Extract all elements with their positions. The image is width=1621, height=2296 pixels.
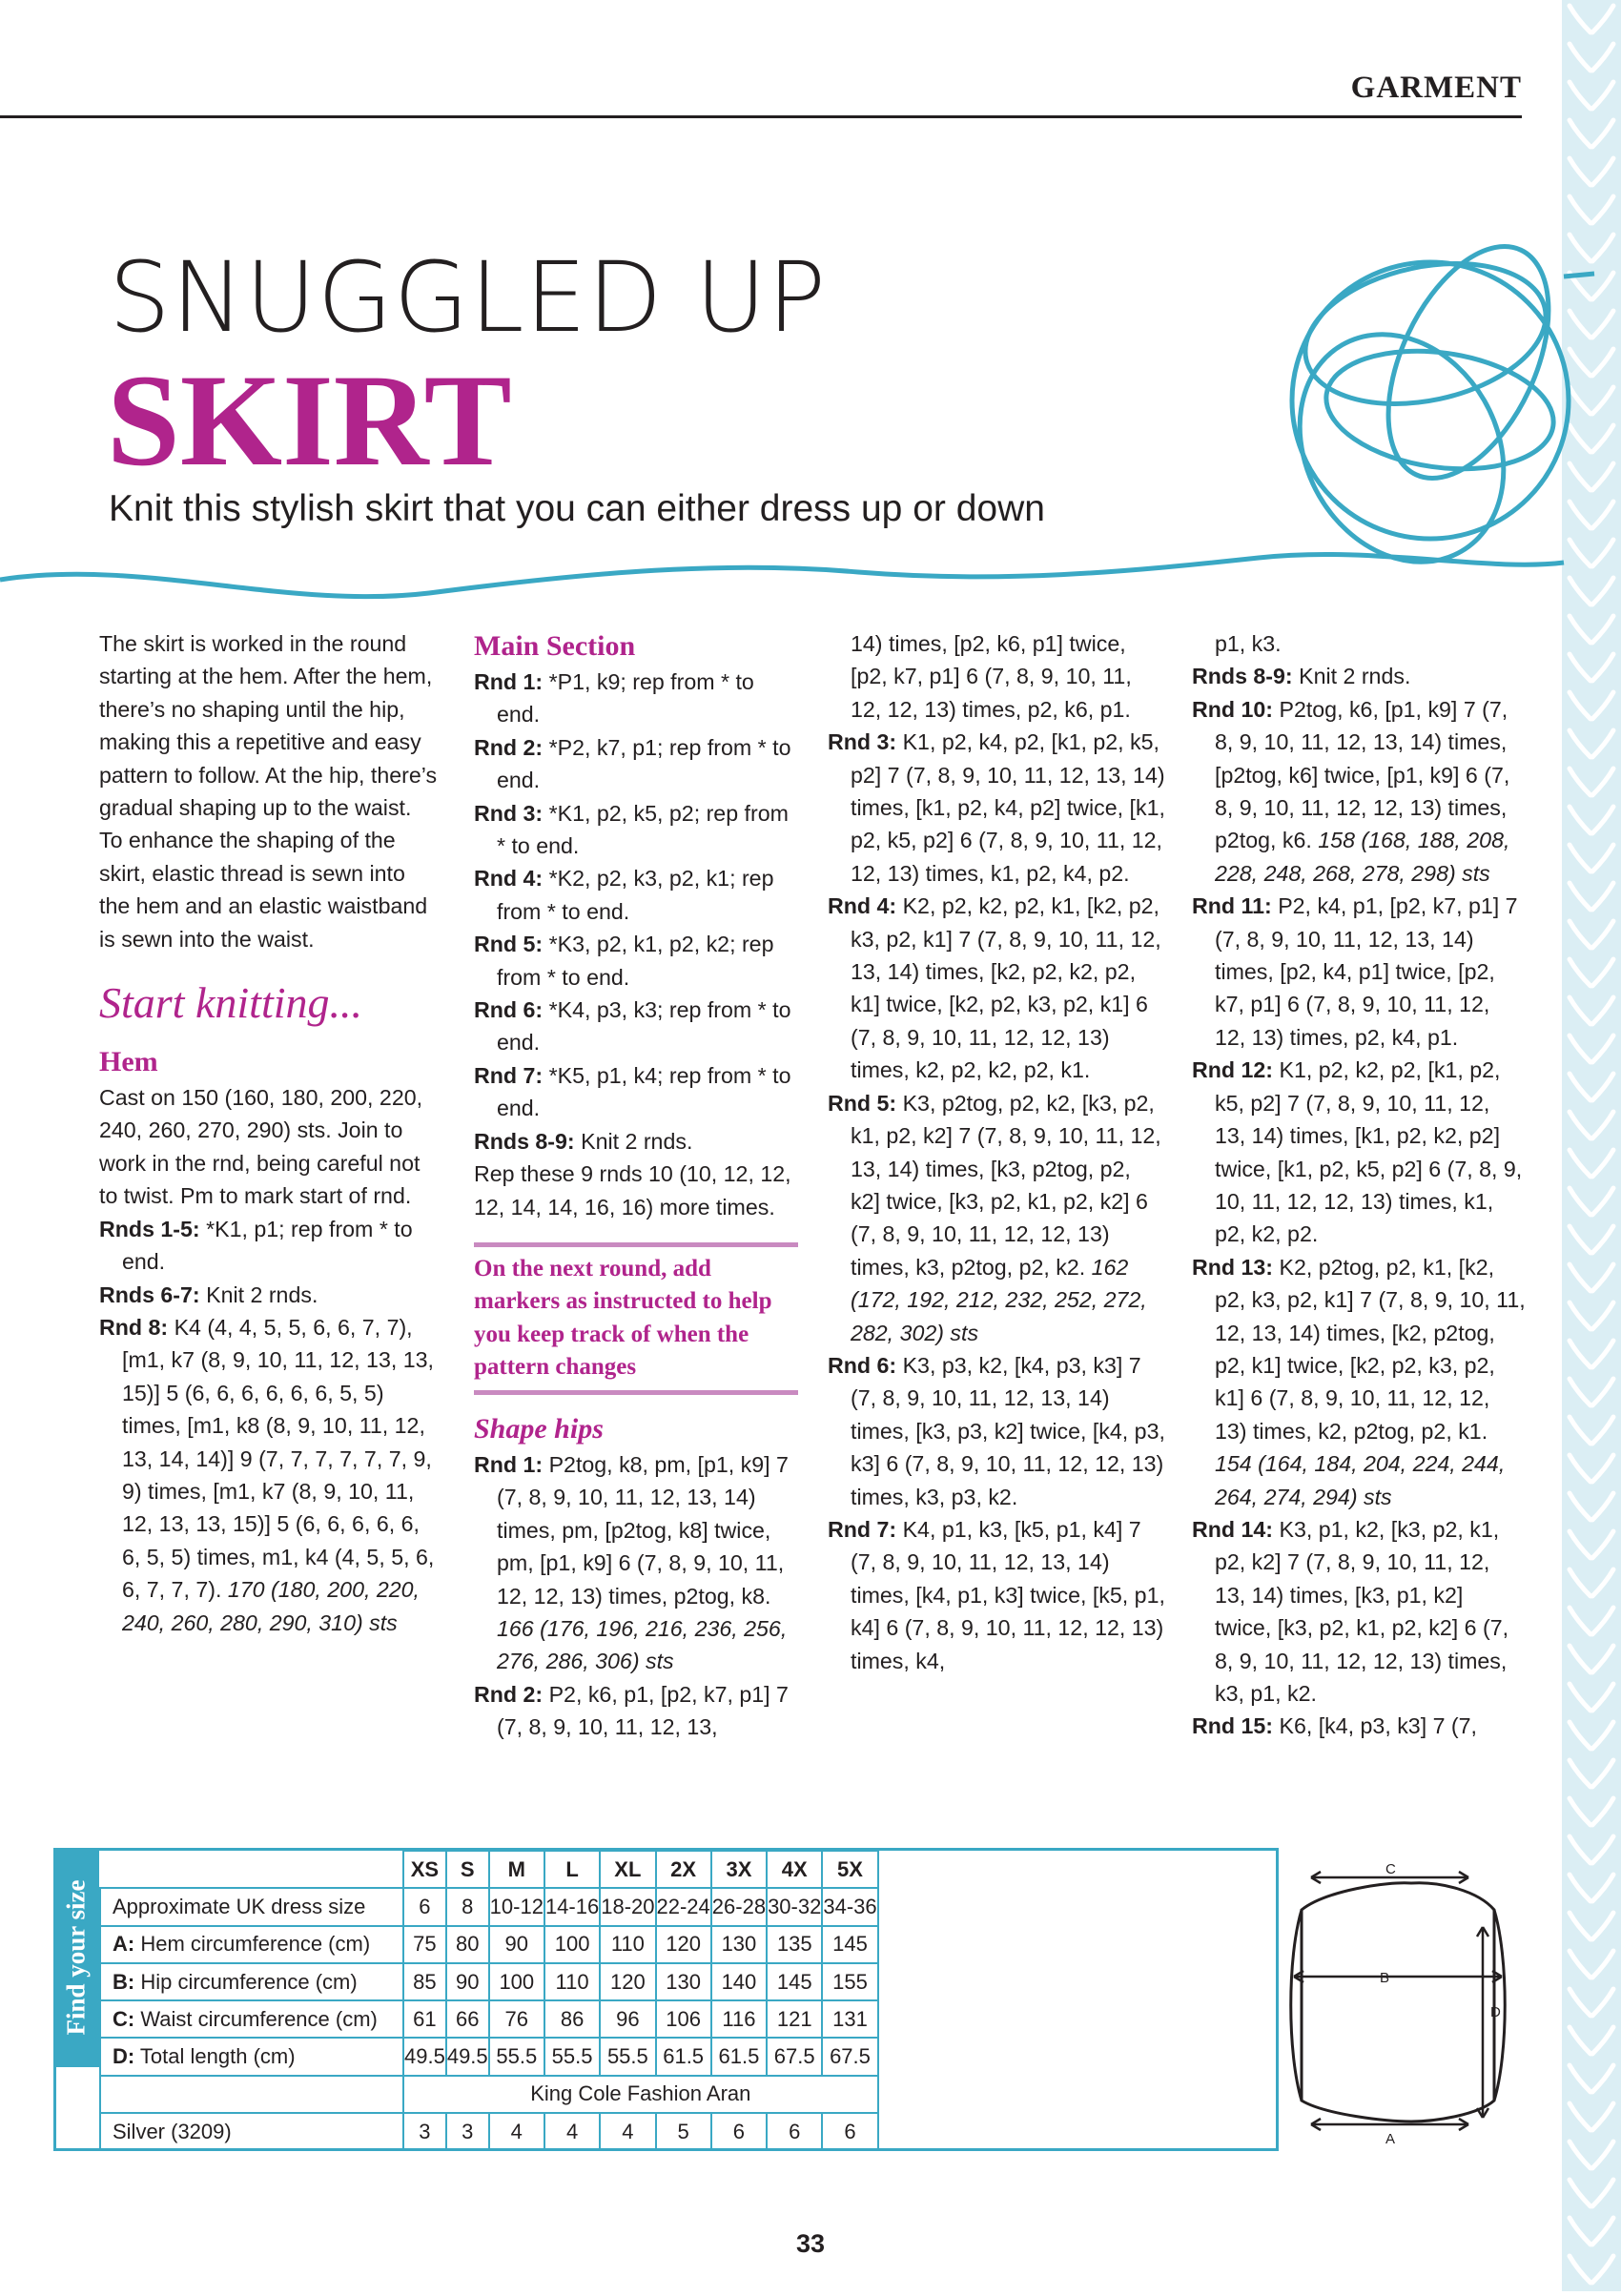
pattern-row (474, 1125, 798, 1158)
size-header: XS (403, 1851, 446, 1888)
row-label: Rnd 1: (474, 669, 544, 694)
table-cell: 55.5 (544, 2038, 600, 2075)
row-label-cell (100, 2000, 403, 2038)
skirt-outline (1302, 1883, 1494, 2122)
row-label: Rnd 11: (1192, 893, 1272, 919)
row-label: Rnd 12: (1192, 1057, 1274, 1083)
table-cell: 155 (822, 1963, 877, 2000)
table-cell: 66 (446, 2000, 489, 2038)
row-label-cell (100, 2038, 403, 2075)
main-section-heading: Main Section (474, 630, 636, 662)
shape-hips-heading: Shape hips (474, 1412, 604, 1445)
row-label: Rnd 14: (1192, 1516, 1274, 1542)
row-text: K4 (4, 4, 5, 5, 6, 6, 7, 7), [m1, k7 (8, 9, 10, 11, 12, 13, 13, 15)] 5 (6, 6, 6, 6, 6, 6, 5, 5) times, [m1, k8 (8, 9, 10, 11, 12, 13, 14, 14)] 9 (7, 7, 7, 7, 7, 7, 9, 9) times, [m1, k7 (8, 9, 10, 11, 12, 13, 13, 15)] 5 (6, 6, 6, 6, 6, 6, 5, 5) times, m1, k4 (4, 5, 5, 6, 6, 7, 7, 7). (122, 1314, 435, 1603)
stitch-count: 166 (176, 196, 216, 236, 256, 276, 286, 306) sts (497, 1615, 788, 1674)
table-cell: 67.5 (822, 2038, 877, 2075)
cast-on-paragraph: Cast on 150 (160, 180, 200, 220, 240, 260, 270, 290) sts. Join to work in the rnd, being careful not to twist. Pm to mark start of rnd. (99, 1085, 423, 1209)
table-cell: 131 (822, 2000, 877, 2038)
table-cell: 49.5 (403, 2038, 446, 2075)
row-label-cell: Silver (3209) (100, 2113, 403, 2150)
table-cell: 130 (711, 1926, 767, 1963)
pattern-row (99, 1311, 438, 1639)
row-text: *K2, p2, k3, p2, k1; rep from * to end. (497, 866, 774, 924)
table-cell: 145 (767, 1963, 822, 2000)
title-line-2: SKIRT (107, 347, 512, 493)
row-label: Rnd 6: (828, 1352, 897, 1378)
table-cell: 76 (489, 2000, 544, 2038)
table-cell: 80 (446, 1926, 489, 1963)
row-label: Rnd 10: (1192, 696, 1274, 722)
subtitle: Knit this stylish skirt that you can either dress up or down (109, 488, 1045, 529)
table-cell: 10-12 (489, 1888, 544, 1925)
table-cell: 140 (711, 1963, 767, 2000)
row-text: *K3, p2, k1, p2, k2; rep from * to end. (497, 932, 774, 990)
diagram-label-d: D (1490, 2004, 1501, 2020)
pattern-row (828, 1349, 1166, 1513)
pattern-row (99, 1279, 438, 1311)
measurement-key: C: (113, 2006, 135, 2031)
row-text: Knit 2 rnds. (1292, 664, 1411, 689)
row-label: Rnd 4: (828, 893, 897, 919)
row-text: K6, [k4, p3, k3] 7 (7, (1273, 1713, 1477, 1739)
size-header: S (446, 1851, 489, 1888)
table-cell: 85 (403, 1963, 446, 2000)
row-text: K3, p3, k2, [k4, p3, k3] 7 (7, 8, 9, 10, 11, 12, 13, 14) times, [k3, p3, k2] twice, [k4, p3, k3] 6 (7, 8, 9, 10, 11, 12, 12, 13) times, k3, p3, k2. (851, 1352, 1165, 1509)
pattern-row (1192, 1710, 1526, 1742)
row-text: K1, p2, k2, p2, [k1, p2, k5, p2] 7 (7, 8, 9, 10, 11, 12, 13, 14) times, [k1, p2, k2, p2] twice, [k1, p2, k5, p2] 6 (7, 8, 9, 10, 11, 12, 12, 13) times, k1, p2, k2, p2. (1215, 1057, 1523, 1247)
pattern-row (474, 1448, 798, 1678)
size-table (99, 1850, 879, 2151)
stitch-count: 162 (172, 192, 212, 232, 252, 272, 282, 302) sts (851, 1254, 1147, 1345)
table-cell: 61 (403, 2000, 446, 2038)
pattern-row (828, 726, 1166, 890)
table-cell: 116 (711, 2000, 767, 2038)
table-row (100, 2113, 878, 2150)
row-label: Rnd 5: (828, 1090, 897, 1116)
row-text: *K4, p3, k3; rep from * to end. (497, 997, 791, 1056)
table-cell: 4 (489, 2113, 544, 2150)
size-header: M (489, 1851, 544, 1888)
row-label: Rnd 15: (1192, 1713, 1274, 1739)
table-cell: 8 (446, 1888, 489, 1925)
pattern-row (1192, 1251, 1526, 1513)
row-text: P2tog, k6, [p1, k9] 7 (7, 8, 9, 10, 11, 12, 13, 14) times, [p2tog, k6] twice, [p1, k9] 6 (7, 8, 9, 10, 11, 12, 12, 13) times, p2tog, k6. (1215, 696, 1510, 853)
hem-heading: Hem (99, 1046, 158, 1078)
table-cell: 34-36 (822, 1888, 877, 1925)
row-label: Rnd 6: (474, 997, 544, 1023)
table-cell: 120 (656, 1926, 711, 1963)
row-text: K2, p2tog, p2, k1, [k2, p2, k3, p2, k1] 7 (7, 8, 9, 10, 11, 12, 13, 14) times, [k2, p2tog, p2, k1] twice, [k2, p2, k3, p2, k1] 6 (7, 8, 9, 10, 11, 12, 12, 13) times, k2, p2tog, p2, k1. (1215, 1254, 1526, 1444)
row-label: Rnd 13: (1192, 1254, 1274, 1280)
page-number: 33 (795, 2229, 826, 2258)
measurement-label: Waist circumference (cm) (134, 2006, 378, 2031)
table-cell: 96 (600, 2000, 655, 2038)
table-cell: 55.5 (489, 2038, 544, 2075)
table-cell: 110 (600, 1926, 655, 1963)
header-blank-cell (100, 1851, 403, 1888)
table-cell: 14-16 (544, 1888, 600, 1925)
size-header: 5X (822, 1851, 877, 1888)
row-label: Rnd 8: (99, 1314, 169, 1340)
row-text: Knit 2 rnds. (199, 1281, 318, 1307)
pattern-row (828, 1513, 1166, 1677)
stitch-count: 170 (180, 200, 220, 240, 260, 280, 290, 310) sts (122, 1577, 420, 1635)
table-cell: 6 (767, 2113, 822, 2150)
row-label: Rnds 6-7: (99, 1281, 200, 1307)
skirt-schematic-diagram (1273, 1853, 1511, 2148)
row-label: Rnd 2: (474, 1681, 544, 1707)
table-cell: 90 (489, 1926, 544, 1963)
measurement-label: Hip circumference (cm) (134, 1969, 358, 1994)
row-label: Rnd 7: (828, 1516, 897, 1542)
row-label: Rnd 3: (828, 729, 897, 755)
table-cell: 22-24 (656, 1888, 711, 1925)
row-text: K3, p2tog, p2, k2, [k3, p2, k1, p2, k2] 7 (7, 8, 9, 10, 11, 12, 13, 14) times, [k3, p2tog, p2, k2] twice, [k3, p2, k1, p2, k2] 6 (7, 8, 9, 10, 11, 12, 12, 13) times, k3, p2tog, p2, k2. (851, 1090, 1161, 1280)
column-2 (474, 627, 798, 1744)
row-text: *K1, p2, k5, p2; rep from * to end. (497, 800, 789, 859)
table-cell: 100 (544, 1926, 600, 1963)
pattern-row (474, 731, 798, 797)
table-cell: 30-32 (767, 1888, 822, 1925)
table-cell: 100 (489, 1963, 544, 2000)
row-label: Rnds 1-5: (99, 1216, 200, 1241)
row-text: K4, p1, k3, [k5, p1, k4] 7 (7, 8, 9, 10, 11, 12, 13, 14) times, [k4, p1, k3] twice, [k5, p1, k4] 6 (7, 8, 9, 10, 11, 12, 12, 13) times, k4, (851, 1516, 1165, 1673)
row-label: Rnds 8-9: (474, 1128, 575, 1154)
table-row (100, 1926, 878, 1963)
pattern-row (1192, 890, 1526, 1054)
pattern-row (1192, 693, 1526, 890)
table-cell: 4 (544, 2113, 600, 2150)
table-cell: 6 (822, 2113, 877, 2150)
section-label: GARMENT (1350, 71, 1522, 105)
find-your-size-tab (53, 1848, 99, 2067)
row-label: Rnds 8-9: (1192, 664, 1293, 689)
measurement-key: D: (113, 2044, 135, 2069)
pattern-row (1192, 1513, 1526, 1710)
row-label: Rnd 4: (474, 866, 544, 892)
table-cell: 90 (446, 1963, 489, 2000)
row-text: *K5, p1, k4; rep from * to end. (497, 1062, 791, 1121)
table-cell: 110 (544, 1963, 600, 2000)
row-text: Knit 2 rnds. (574, 1128, 693, 1154)
title-line-1: SNUGGLED UP (109, 241, 828, 355)
row-label: Rnd 1: (474, 1451, 544, 1477)
table-cell: 86 (544, 2000, 600, 2038)
table-cell: 55.5 (600, 2038, 655, 2075)
size-header: 2X (656, 1851, 711, 1888)
stitch-count: 154 (164, 184, 204, 224, 244, 264, 274, 294) sts (1215, 1451, 1506, 1509)
pattern-row (474, 1059, 798, 1125)
row-text: K1, p2, k4, p2, [k1, p2, k5, p2] 7 (7, 8, 9, 10, 11, 12, 13, 14) times, [k1, p2, k4, p2] twice, [k1, p2, k5, p2] 6 (7, 8, 9, 10, 11, 12, 12, 13) times, k1, p2, k4, p2. (851, 729, 1165, 886)
row-text: K2, p2, k2, p2, k1, [k2, p2, k3, p2, k1] 7 (7, 8, 9, 10, 11, 12, 13, 14) times, [k2, p2, k2, p2, k1] twice, [k2, p2, k3, p2, k1] 6 (7, 8, 9, 10, 11, 12, 12, 13) times, k2, p2, k2, p2, k1. (851, 893, 1161, 1083)
table-cell: 4 (600, 2113, 655, 2150)
table-cell: 3 (446, 2113, 489, 2150)
table-row (100, 1963, 878, 2000)
size-header: 3X (711, 1851, 767, 1888)
table-cell: 18-20 (600, 1888, 655, 1925)
yarn-name: King Cole Fashion Aran (403, 2076, 878, 2113)
measurement-key: A: (113, 1932, 135, 1957)
yarn-ball-decoration (0, 0, 1621, 687)
table-cell: 5 (656, 2113, 711, 2150)
table-cell: 6 (403, 1888, 446, 1925)
row-text: K3, p1, k2, [k3, p2, k1, p2, k2] 7 (7, 8, 9, 10, 11, 12, 13, 14) times, [k3, p1, k2] twice, [k3, p2, k1, p2, k2] 6 (7, 8, 9, 10, 11, 12, 12, 13) times, k3, p1, k2. (1215, 1516, 1509, 1706)
table-cell: 75 (403, 1926, 446, 1963)
size-header: L (544, 1851, 600, 1888)
table-cell: 26-28 (711, 1888, 767, 1925)
pattern-row (1192, 660, 1526, 692)
table-cell: 145 (822, 1926, 877, 1963)
table-cell: 6 (711, 2113, 767, 2150)
table-cell: 61.5 (711, 2038, 767, 2075)
yarn-ball-icon (1260, 222, 1594, 600)
measurement-label: Hem circumference (cm) (134, 1932, 371, 1957)
yarn-name-row (100, 2076, 878, 2113)
start-knitting-heading: Start knitting... (99, 978, 362, 1028)
row-label: Rnd 7: (474, 1062, 544, 1088)
row-text: *K1, p1; rep from * to end. (122, 1216, 413, 1275)
table-cell: 49.5 (446, 2038, 489, 2075)
pattern-row (474, 862, 798, 928)
measurement-label: Total length (cm) (134, 2044, 296, 2069)
table-row (100, 2000, 878, 2038)
row-text: P2, k6, p1, [p2, k7, p1] 7 (7, 8, 9, 10, 11, 12, 13, (497, 1681, 789, 1740)
intro-paragraph: The skirt is worked in the round starting at the hem. After the hem, there’s no shaping until the hip, making this a repetitive and easy pattern to follow. At the hip, there’s gradual shaping up to the waist. To enhance the shaping of the skirt, elastic thread is sewn into the hem and an elastic waistband is sewn into the waist. (99, 631, 438, 952)
pattern-row (474, 797, 798, 863)
pattern-row (474, 666, 798, 731)
measurement-key: B: (113, 1969, 135, 1994)
pattern-row (474, 1678, 798, 1744)
table-row (100, 1888, 878, 1925)
table-row (100, 2038, 878, 2075)
column-1 (99, 627, 438, 1639)
row-text: P2tog, k8, pm, [p1, k9] 7 (7, 8, 9, 10, 11, 12, 13, 14) times, pm, [p2tog, k8] twice, pm, [p1, k9] 6 (7, 8, 9, 10, 11, 12, 12, 13) times, p2tog, k8. (497, 1451, 789, 1609)
blank-cell (100, 2076, 403, 2113)
callout-box: On the next round, add markers as instructed to help you keep track of when the pattern changes (474, 1242, 798, 1395)
diagram-label-c: C (1385, 1861, 1396, 1877)
row-label-cell (100, 1963, 403, 2000)
row-text: *P2, k7, p1; rep from * to end. (497, 734, 791, 793)
table-cell: 135 (767, 1926, 822, 1963)
table-cell: 121 (767, 2000, 822, 2038)
continued-row: p1, k3. (1215, 631, 1282, 656)
pattern-row (474, 994, 798, 1059)
pattern-row (828, 1087, 1166, 1349)
wave-line (0, 554, 1564, 596)
stitch-count: 158 (168, 188, 208, 228, 248, 268, 278, 298) sts (1215, 828, 1510, 886)
row-label-cell: Approximate UK dress size (100, 1888, 403, 1925)
pattern-row (828, 890, 1166, 1086)
row-label-cell (100, 1926, 403, 1963)
continued-row: 14) times, [p2, k6, p1] twice, [p2, k7, p1] 6 (7, 8, 9, 10, 11, 12, 12, 13) times, p2, k6, p1. (851, 631, 1132, 722)
pattern-row (1192, 1054, 1526, 1250)
column-3 (828, 627, 1166, 1677)
size-header-row (100, 1851, 878, 1888)
repeat-paragraph: Rep these 9 rnds 10 (10, 12, 12, 12, 14, 14, 16, 16) more times. (474, 1161, 791, 1220)
table-cell: 120 (600, 1963, 655, 2000)
table-cell: 106 (656, 2000, 711, 2038)
table-cell: 3 (403, 2113, 446, 2150)
row-label: Rnd 5: (474, 932, 544, 957)
find-your-size-label: Find your size (61, 1879, 91, 2036)
diagram-label-b: B (1380, 1970, 1390, 1986)
row-text: *P1, k9; rep from * to end. (497, 669, 754, 728)
size-header: XL (600, 1851, 655, 1888)
row-text: P2, k4, p1, [p2, k7, p1] 7 (7, 8, 9, 10, 11, 12, 13, 14) times, [p2, k4, p1] twice, [p2, k7, p1] 6 (7, 8, 9, 10, 11, 12, 12, 13) times, p2, k4, p1. (1215, 893, 1518, 1050)
row-label: Rnd 2: (474, 734, 544, 760)
diagram-label-a: A (1385, 2131, 1396, 2147)
column-4 (1192, 627, 1526, 1743)
size-header: 4X (767, 1851, 822, 1888)
table-cell: 61.5 (656, 2038, 711, 2075)
table-cell: 67.5 (767, 2038, 822, 2075)
row-label: Rnd 3: (474, 800, 544, 826)
pattern-row (99, 1213, 438, 1279)
pattern-row (474, 928, 798, 994)
table-cell: 130 (656, 1963, 711, 2000)
